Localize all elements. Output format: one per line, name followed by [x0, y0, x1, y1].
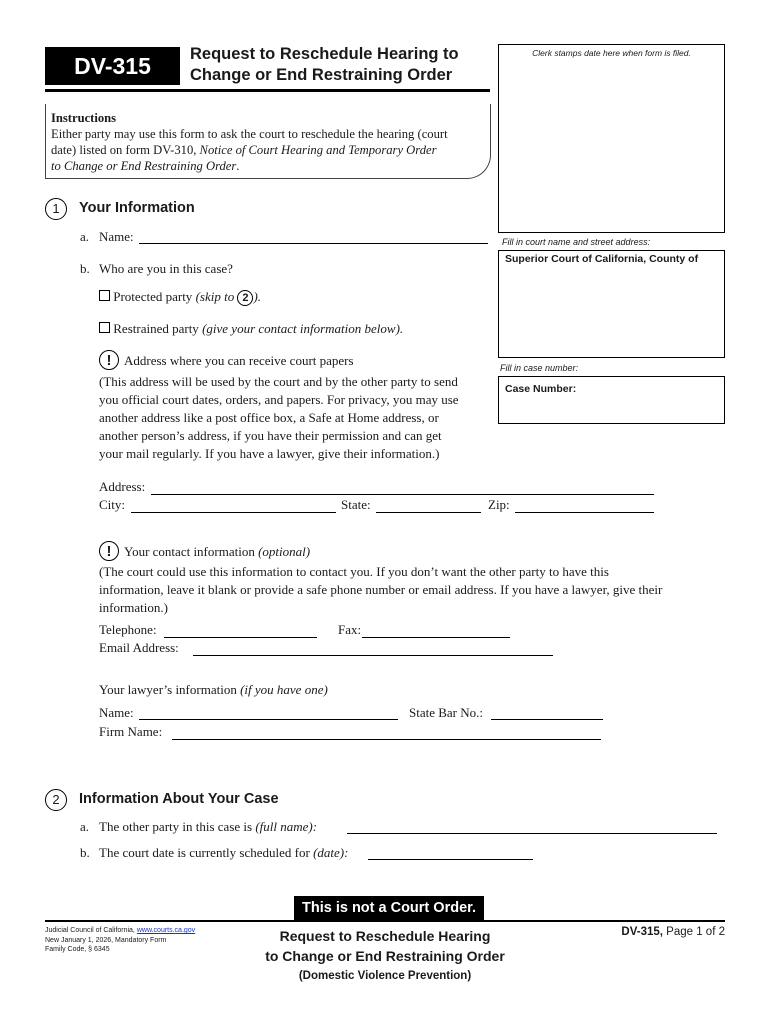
instructions-line-3: to Change or End Restraining Order.	[51, 159, 240, 173]
other-party-field[interactable]	[347, 833, 717, 834]
court-date-label: The court date is currently scheduled for (date):	[99, 845, 349, 860]
footer-title: Request to Reschedule Hearing to Change or End Restraining Order (Domestic Violence Prevention)	[265, 928, 505, 982]
state-bar-field[interactable]	[491, 719, 603, 720]
section-1-number: 1	[45, 198, 67, 220]
footer-left: Judicial Council of California, www.courts.ca.gov New January 1, 2026, Mandatory Form Family Code, § 6345	[45, 927, 196, 953]
title-rule	[45, 89, 490, 92]
instructions-line-1: Either party may use this form to ask the court to reschedule the hearing (court	[51, 127, 448, 141]
instructions-line-2: date) listed on form DV-310, Notice of Court Hearing and Temporary Order	[51, 143, 437, 157]
alert-icon: !	[99, 541, 119, 561]
city-label: City:	[99, 497, 126, 512]
restrained-party-note: (give your contact information below).	[202, 321, 404, 336]
address-instructions: (This address will be used by the court and by the other party to send you official court dates, orders, and papers. For privacy, you may use another address like a post office box, a Safe at Home address, or another person’s address, if you have their permission and can get your mail regularly. If you have a lawyer, give their information.)	[99, 374, 459, 461]
section-1-title: Your Information	[79, 200, 195, 216]
item-b-letter: b.	[80, 261, 90, 276]
restrained-party-label: Restrained party	[113, 321, 199, 336]
email-field[interactable]	[193, 655, 553, 656]
contact-heading: Your contact information (optional)	[124, 544, 311, 559]
protected-party-label: Protected party	[113, 289, 193, 304]
section-2-number: 2	[45, 789, 67, 811]
courts-website-link[interactable]: www.courts.ca.gov	[136, 927, 196, 934]
case-number-label: Fill in case number:	[500, 363, 579, 373]
zip-field[interactable]	[515, 512, 654, 513]
instructions-heading: Instructions	[51, 111, 117, 125]
protected-party-note: (skip to 2 ).	[195, 289, 262, 305]
lawyer-name-label: Name:	[99, 705, 134, 720]
instructions-box	[45, 104, 491, 179]
court-box-label: Fill in court name and street address:	[502, 237, 651, 247]
lawyer-heading: Your lawyer’s information (if you have one)	[99, 682, 328, 697]
not-court-order-notice: This is not a Court Order.	[294, 896, 484, 920]
court-name-text: Superior Court of California, County of	[505, 253, 699, 265]
state-label: State:	[341, 497, 371, 512]
fax-field[interactable]	[362, 637, 510, 638]
contact-instructions: (The court could use this information to contact you. If you don’t want the other party to have this information, leave it blank or provide a safe phone number or email address. If you have a lawyer, give their information.)	[99, 564, 663, 615]
zip-label: Zip:	[488, 497, 510, 512]
telephone-field[interactable]	[164, 637, 317, 638]
fax-label: Fax:	[338, 622, 362, 637]
restrained-party-checkbox[interactable]	[99, 322, 110, 333]
role-question: Who are you in this case?	[99, 261, 233, 276]
case-number-field[interactable]	[498, 376, 725, 424]
title-line-2: Change or End Restraining Order	[190, 66, 453, 84]
state-field[interactable]	[376, 512, 481, 513]
restrained-party-option	[99, 320, 403, 338]
protected-party-checkbox[interactable]	[99, 290, 110, 301]
alert-icon: !	[99, 350, 119, 370]
protected-party-option	[99, 288, 261, 306]
clerk-stamp-caption: Clerk stamps date here when form is filed.	[532, 48, 691, 58]
footer-rule	[45, 920, 725, 922]
address-heading: Address where you can receive court papers	[124, 353, 354, 368]
city-field[interactable]	[131, 512, 336, 513]
title-line-1: Request to Reschedule Hearing to	[190, 45, 459, 63]
firm-name-field[interactable]	[172, 739, 601, 740]
court-name-field[interactable]	[498, 250, 725, 358]
firm-name-label: Firm Name:	[99, 724, 163, 739]
lawyer-name-field[interactable]	[139, 719, 398, 720]
address-field[interactable]	[151, 494, 654, 495]
page-title	[190, 44, 490, 86]
telephone-label: Telephone:	[99, 622, 157, 637]
clerk-stamp-box	[498, 44, 725, 233]
case-number-text: Case Number:	[505, 383, 577, 395]
item-a-letter: a.	[80, 229, 90, 244]
footer-page-info: DV-315, Page 1 of 2	[621, 926, 725, 938]
name-label: Name:	[99, 229, 134, 244]
form-id: DV-315	[45, 47, 180, 85]
item-2b-letter: b.	[80, 845, 90, 860]
address-label: Address:	[99, 479, 146, 494]
section-2-ref-icon: 2	[237, 290, 253, 306]
item-2a-letter: a.	[80, 819, 90, 834]
court-date-field[interactable]	[368, 859, 533, 860]
section-2-title: Information About Your Case	[79, 791, 279, 807]
other-party-label: The other party in this case is (full name):	[99, 819, 318, 834]
name-field[interactable]	[139, 243, 488, 244]
state-bar-label: State Bar No.:	[409, 705, 484, 720]
email-label: Email Address:	[99, 640, 179, 655]
